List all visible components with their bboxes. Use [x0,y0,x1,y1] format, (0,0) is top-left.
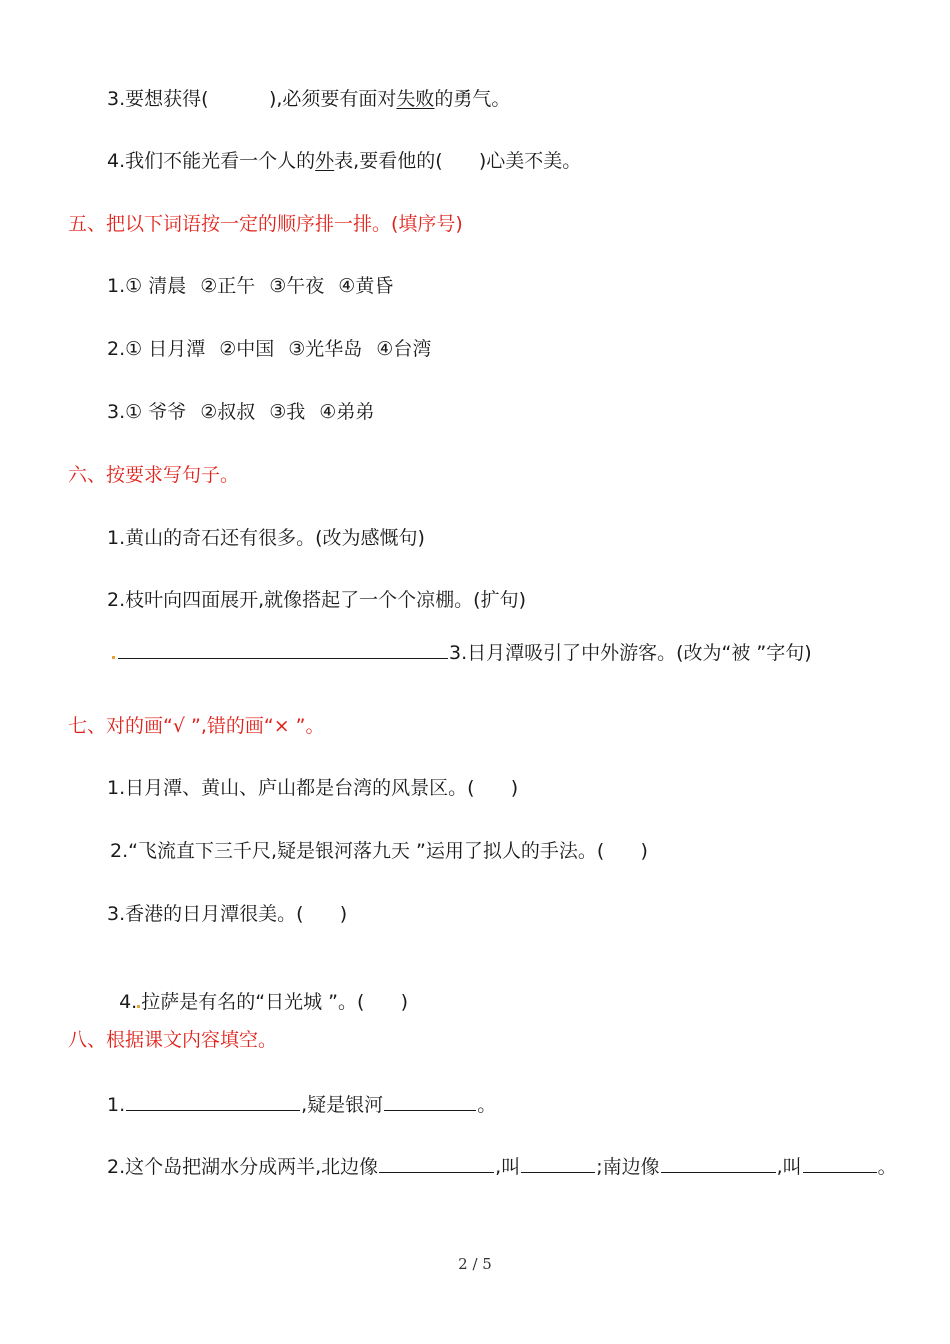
q4-4-underlined-word: 外 [315,150,335,172]
q4-4-paren-blank[interactable] [443,150,479,172]
q7-4-text: 拉萨是有名的“日光城 ”。( ) [141,991,409,1013]
option: ②中国 [219,338,275,360]
q8-2-end: 。 [877,1156,897,1178]
section-6-question-3: 3.日月潭吸引了中外游客。(改为“被 ”字句) [449,642,812,664]
section-8-question-2 [107,1152,897,1180]
section-7-heading: 七、对的画“√ ”,错的画“× ”。 [68,715,325,737]
q8-1-mid: ,疑是银河 [301,1094,384,1116]
answer-blank[interactable] [118,638,448,659]
q4-4-after: )心美不美。 [478,150,582,172]
option: ②叔叔 [200,401,256,423]
section-7-question-2: 2.“飞流直下三千尺,疑是银河落九天 ”运用了拟人的手法。( ) [110,840,648,862]
section-8-question-1 [107,1090,496,1118]
section-7-question-3: 3.香港的日月潭很美。( ) [107,903,348,925]
q8-2-text: ;南边像 [596,1156,660,1178]
q8-2-text: ,叫 [495,1156,521,1178]
q4-3-underlined-word: 失败 [396,88,435,110]
fill-blank[interactable] [521,1152,595,1173]
section-6-question-1: 1.黄山的奇石还有很多。(改为感慨句) [107,527,425,549]
option: ②正午 [200,275,256,297]
section-5-heading: 五、把以下词语按一定的顺序排一排。(填序号) [68,213,463,235]
marker-dot [112,656,115,659]
fill-blank[interactable] [803,1152,877,1173]
option: ④台湾 [376,338,432,360]
section-6-answer-line-and-question-3 [112,638,812,666]
q8-1-end: 。 [477,1094,497,1116]
q4-4-before: 4.我们不能光看一个人的 [107,150,316,172]
section-5-item-2 [107,336,431,362]
section-5-item-1 [107,273,393,299]
section-5-item-3 [107,399,374,425]
q8-2-prefix: 2.这个岛把湖水分成两半,北边像 [107,1156,379,1178]
q8-2-text: ,叫 [776,1156,802,1178]
option: 2.① 日月潭 [107,338,206,360]
q4-4-mid: 表,要看他的( [334,150,443,172]
question-4-4 [107,148,581,174]
option: ④弟弟 [319,401,375,423]
fill-blank[interactable] [384,1090,476,1111]
option: ④黄昏 [338,275,394,297]
q4-3-after: 的勇气。 [434,88,511,110]
option: ③午夜 [269,275,325,297]
fill-blank[interactable] [379,1152,494,1173]
option: ③光华岛 [288,338,363,360]
page-number: 2 / 5 [458,1255,492,1273]
option: ③我 [269,401,306,423]
q4-3-before: 3.要想获得( [107,88,209,110]
option: 1.① 清晨 [107,275,187,297]
q7-4-prefix: 4. [119,991,138,1013]
question-4-3 [107,86,510,112]
section-6-heading: 六、按要求写句子。 [68,464,240,486]
section-7-question-4 [107,963,408,1015]
fill-blank[interactable] [661,1152,776,1173]
q4-3-mid: ),必须要有面对 [268,88,397,110]
section-8-heading: 八、根据课文内容填空。 [68,1029,278,1051]
q8-1-prefix: 1. [107,1094,126,1116]
option: 3.① 爷爷 [107,401,187,423]
fill-blank[interactable] [126,1090,300,1111]
section-6-question-2: 2.枝叶向四面展开,就像搭起了一个个凉棚。(扩句) [107,589,526,611]
section-7-question-1: 1.日月潭、黄山、庐山都是台湾的风景区。( ) [107,777,519,799]
q4-3-paren-blank[interactable] [209,88,269,110]
marker-dot [137,1005,140,1008]
